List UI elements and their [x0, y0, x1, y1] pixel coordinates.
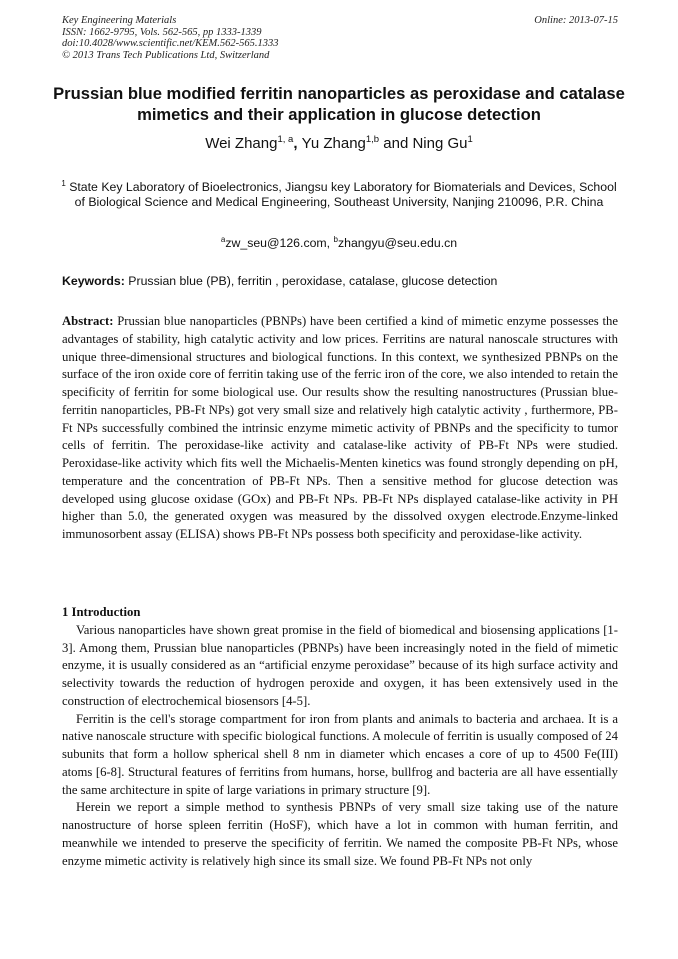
section-heading: 1 Introduction — [62, 605, 141, 619]
title-line-2: mimetics and their application in glucose detection — [137, 105, 541, 124]
email-link[interactable]: zhangyu@seu.edu.cn — [337, 236, 458, 251]
affiliation — [55, 176, 623, 210]
email-link[interactable]: zw_seu@126.com — [225, 236, 327, 251]
body-paragraph: Herein we report a simple method to synthesis PBNPs of very small size taking use of the nature nanostructure of horse spleen ferritin (HoSF), which have a lot in common with human ferritin, and meanwhile we intended to preserve the specificity of ferritin. We named the composite PB-Ft NPs, whose enzyme mimetic activity is relatively high since its small size. We found PB-Ft NPs not only — [62, 800, 618, 868]
journal-name: Key Engineering Materials — [62, 15, 177, 26]
journal-header — [62, 15, 618, 61]
affiliation-marker: 1 — [61, 179, 66, 188]
author-list — [40, 130, 638, 154]
author-conjunction: and — [383, 135, 409, 152]
author-name: Wei Zhang — [205, 135, 278, 152]
title-line-1: Prussian blue modified ferritin nanoparticles as peroxidase and catalase — [53, 84, 625, 103]
body-paragraph: Ferritin is the cell's storage compartment for iron from plants and animals to bacteria and archaea. It is a native nanoscale structure with specific biological functions. A molecule of ferritin is usually composed of 24 subunits that form a hollow spherical shell 8 nm in diameter which encases a core of up to 4500 Fe(III) atoms [6-8]. Structural features of ferritins from humans, horse, bullfrog and bacteria are all have essentially the same architecture in spite of large variations in primary structure [9]. — [62, 711, 618, 797]
author-name: Yu Zhang — [301, 135, 366, 152]
copyright-line: © 2013 Trans Tech Publications Ltd, Switzerland — [62, 49, 270, 61]
online-date: Online: 2013-07-15 — [534, 15, 618, 26]
keywords-text: Prussian blue (PB), ferritin , peroxidase, catalase, glucose detection — [128, 274, 498, 288]
email-marker: b — [333, 235, 338, 244]
abstract-label: Abstract: — [62, 314, 114, 328]
author-affiliation-marker: 1,b — [365, 134, 380, 145]
body-paragraph: Various nanoparticles have shown great promise in the field of biomedical and biosensing applications [1-3]. Among them, Prussian blue nanoparticles (PBNPs) have been increasingly noted in the field of mimetic enzyme, it is usually considered as an “artificial enzyme peroxidase” because of its high surface activity and selectivity towards the reduction of hydrogen peroxide and oxygen, it has been extensively used in the construction of electrochemical biosensors [4-5]. — [62, 622, 618, 708]
introduction-section — [62, 604, 618, 870]
author-separator: , — [293, 135, 302, 152]
affiliation-text: State Key Laboratory of Bioelectronics, Jiangsu key Laboratory for Biomaterials and Devices, School of Biological Science and Medical Engineering, Southeast University, Nanjing 210096, P.R. China — [69, 180, 617, 210]
author-affiliation-marker: 1, a — [277, 134, 294, 145]
author-emails — [40, 232, 638, 251]
abstract-text: Prussian blue nanoparticles (PBNPs) have been certified a kind of mimetic enzyme possesses the advantages of stability, high catalytic activity and low prices. Ferritins are natural nanoscale structures with unique three-dimensional structures and biological functions. In this context, we synthesized PBNPs on the surface of the iron oxide core of ferritin taking use of the ferric iron of the core, we also intended to retain the specificity of ferritin for some biological use. Our results show the resulting nanostructures (Prussian blue-ferritin nanoparticles, PB-Ft NPs) got very small size and relatively high catalytic activity , furthermore, PB-Ft NPs successfully combined the intrinsic enzyme mimetic activity of PBNPs and the specificity to tumor cells of ferritin. The peroxidase-like activity and catalase-like activity of PB-Ft NPs were studied. Peroxidase-like activity which fits well the Michaelis-Menten kinetics was found strongly depending on pH, temperature and the concentration of PB-Ft NPs. Then a sensitive method for glucose detection was developed using glucose oxidase (GOx) and PB-Ft NPs. PB-Ft NPs displayed catalase-like activity in PH higher than 5.0, the generated oxygen was measured by the dissolved oxygen electrode.Enzyme-linked immunosorbent assay (ELISA) shows PB-Ft NPs possess both specificity and peroxidase-like activity. — [62, 314, 618, 541]
abstract — [62, 313, 618, 544]
email-marker: a — [220, 235, 226, 244]
issn-line: ISSN: 1662-9795, Vols. 562-565, pp 1333-1339 — [62, 26, 262, 38]
author-name: Ning Gu — [412, 135, 468, 152]
doi-line[interactable]: doi:10.4028/www.scientific.net/KEM.562-565.1333 — [62, 38, 279, 49]
keywords — [62, 274, 618, 289]
author-affiliation-marker: 1 — [467, 134, 473, 145]
email-separator: , — [326, 236, 334, 251]
paper-title — [40, 83, 638, 125]
keywords-label: Keywords: — [62, 274, 125, 288]
